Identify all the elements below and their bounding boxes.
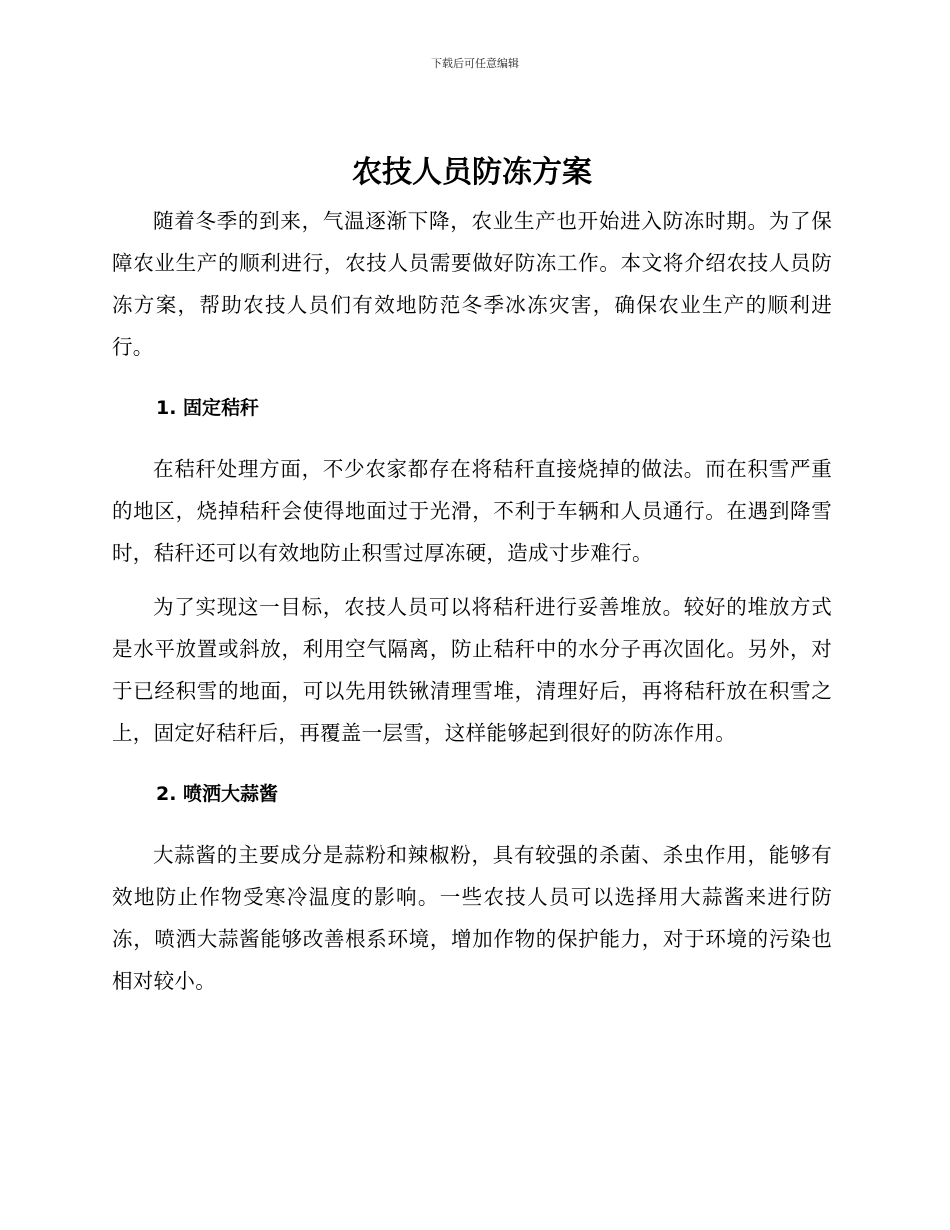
intro-paragraph: 随着冬季的到来，气温逐渐下降，农业生产也开始进入防冻时期。为了保障农业生产的顺利进行，农技人员需要做好防冻工作。本文将介绍农技人员防冻方案，帮助农技人员们有效地防范冬季冰冻灾害，确保农业生产的顺利进行。 <box>112 209 832 359</box>
section-heading-1: 1. 固定秸秆 <box>156 397 260 419</box>
section-1-paragraph-1: 在秸秆处理方面，不少农家都存在将秸秆直接烧掉的做法。而在积雪严重的地区，烧掉秸秆会使得地面过于光滑，不利于车辆和人员通行。在遇到降雪时，秸秆还可以有效地防止积雪过厚冻硬，造成寸步难行。 <box>112 457 832 565</box>
document-title: 农技人员防冻方案 <box>352 155 592 190</box>
header-note: 下载后可任意编辑 <box>431 57 519 70</box>
section-2-paragraph-1: 大蒜酱的主要成分是蒜粉和辣椒粉，具有较强的杀菌、杀虫作用，能够有效地防止作物受寒冷温度的影响。一些农技人员可以选择用大蒜酱来进行防冻，喷洒大蒜酱能够改善根系环境，增加作物的保护能力，对于环境的污染也相对较小。 <box>112 843 832 993</box>
section-heading-2: 2. 喷洒大蒜酱 <box>156 783 279 805</box>
document-body <box>112 150 832 1002</box>
section-1-paragraph-2: 为了实现这一目标，农技人员可以将秸秆进行妥善堆放。较好的堆放方式是水平放置或斜放，利用空气隔离，防止秸秆中的水分子再次固化。另外，对于已经积雪的地面，可以先用铁锹清理雪堆，清理好后，再将秸秆放在积雪之上，固定好秸秆后，再覆盖一层雪，这样能够起到很好的防冻作用。 <box>112 595 832 745</box>
